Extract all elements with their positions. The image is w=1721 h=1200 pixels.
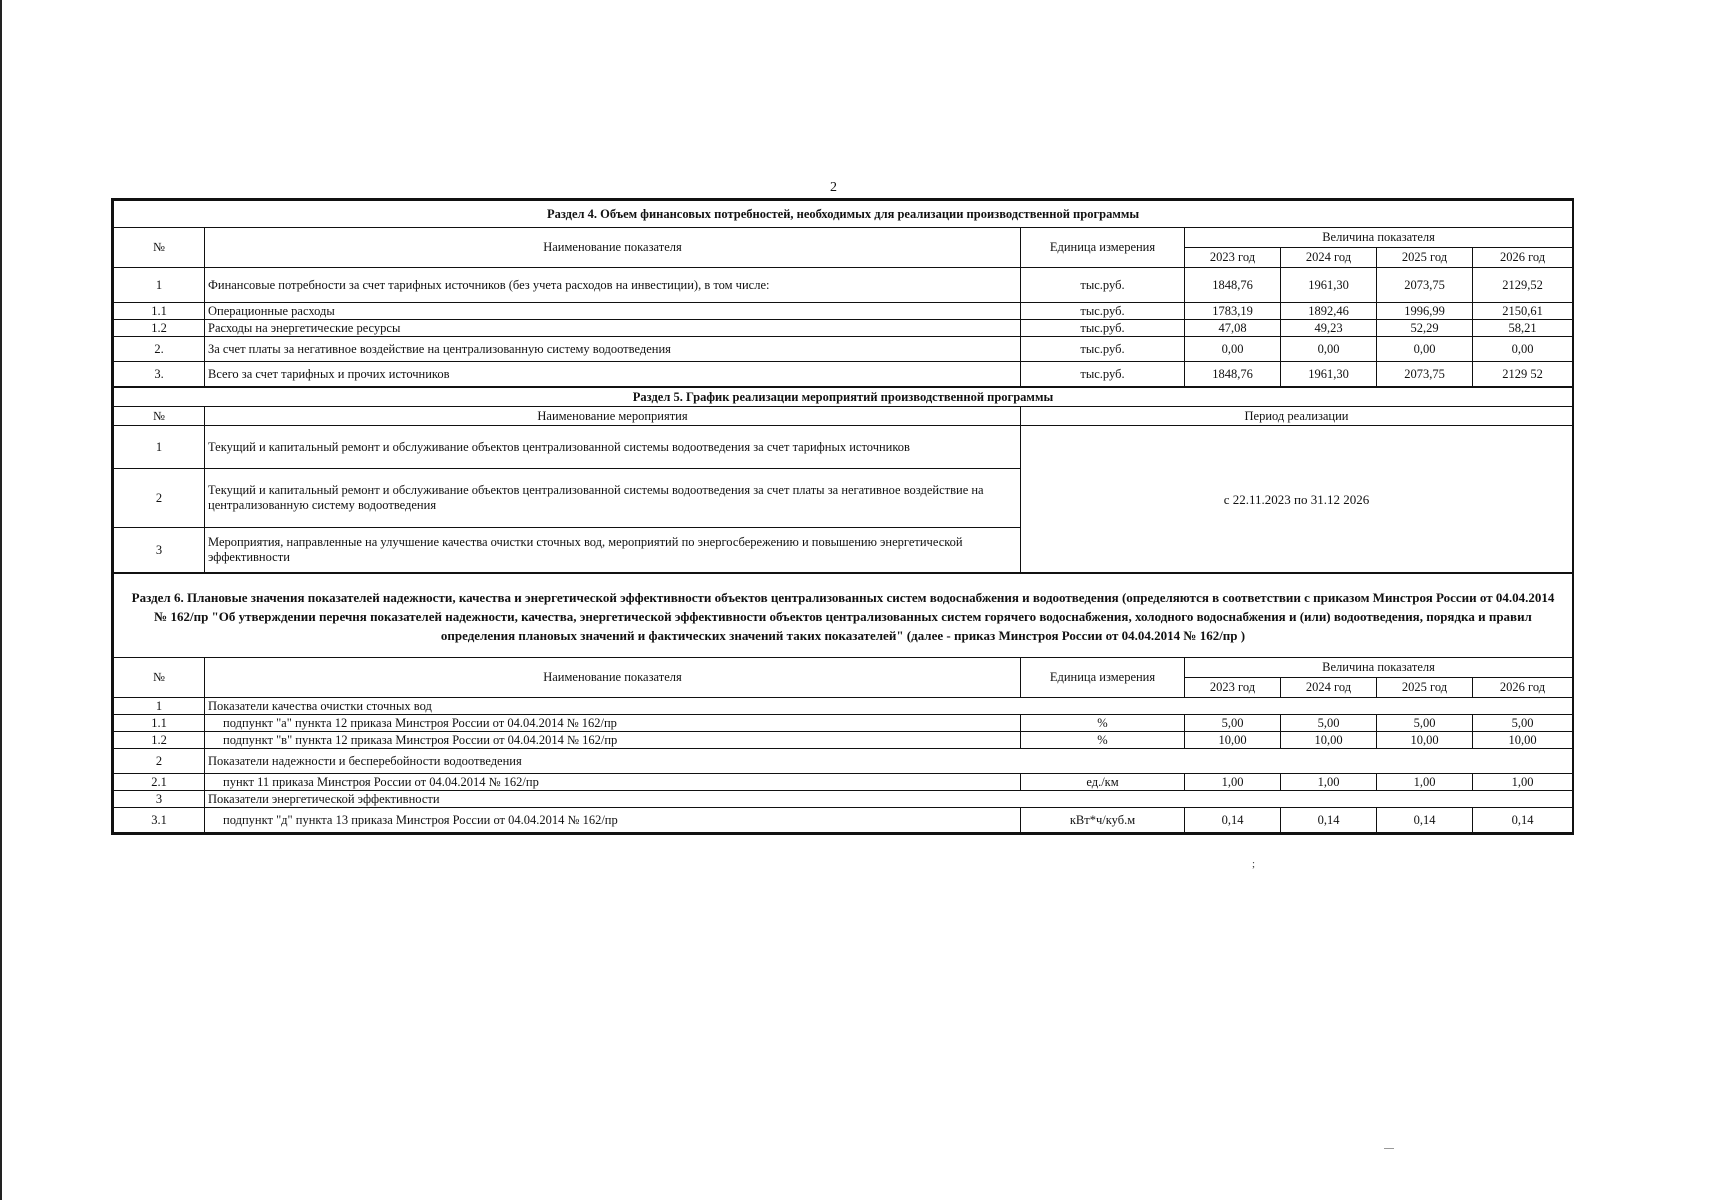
- row-num: 1.1: [114, 715, 205, 732]
- row-name: Всего за счет тарифных и прочих источников: [205, 362, 1021, 387]
- row-value: 0,00: [1281, 337, 1377, 362]
- row-name: Расходы на энергетические ресурсы: [205, 320, 1021, 337]
- col-num-header: №: [114, 407, 205, 426]
- col-num-header: №: [114, 658, 205, 698]
- year-header: 2023 год: [1185, 678, 1281, 698]
- section6-table: [113, 573, 1573, 833]
- table-row: [114, 774, 1573, 791]
- row-value: 58,21: [1473, 320, 1573, 337]
- row-value: 0,00: [1185, 337, 1281, 362]
- col-value-header: Величина показателя: [1185, 658, 1573, 678]
- row-value: 0,14: [1185, 808, 1281, 833]
- table-row: [114, 303, 1573, 320]
- row-num: 1: [114, 268, 205, 303]
- row-value: 10,00: [1281, 732, 1377, 749]
- col-name-header: Наименование мероприятия: [205, 407, 1021, 426]
- row-unit: тыс.руб.: [1021, 362, 1185, 387]
- row-value: 0,00: [1473, 337, 1573, 362]
- row-num: 2.: [114, 337, 205, 362]
- row-value: 2129 52: [1473, 362, 1573, 387]
- row-value: 2129,52: [1473, 268, 1573, 303]
- document-sheet: [111, 198, 1574, 835]
- section4-table: [113, 200, 1573, 387]
- row-name: подпункт "в" пункта 12 приказа Минстроя России от 04.04.2014 № 162/пр: [205, 732, 1021, 749]
- row-name: подпункт "д" пункта 13 приказа Минстроя России от 04.04.2014 № 162/пр: [205, 808, 1021, 833]
- row-value: 5,00: [1473, 715, 1573, 732]
- row-value: 1996,99: [1377, 303, 1473, 320]
- row-num: 1.2: [114, 320, 205, 337]
- row-value: 0,14: [1377, 808, 1473, 833]
- row-value: 5,00: [1377, 715, 1473, 732]
- row-name: Текущий и капитальный ремонт и обслуживание объектов централизованной системы водоотведения за счет тарифных источников: [205, 426, 1021, 469]
- row-unit: тыс.руб.: [1021, 337, 1185, 362]
- row-num: 2.1: [114, 774, 205, 791]
- row-value: 0,00: [1377, 337, 1473, 362]
- row-num: 1: [114, 426, 205, 469]
- scan-edge: [0, 0, 2, 1200]
- row-value: 1848,76: [1185, 362, 1281, 387]
- table-row: [114, 320, 1573, 337]
- scan-speck: ;: [1252, 858, 1256, 870]
- row-unit: тыс.руб.: [1021, 268, 1185, 303]
- section5-title: Раздел 5. График реализации мероприятий производственной программы: [114, 388, 1573, 407]
- row-name: За счет платы за негативное воздействие на централизованную систему водоотведения: [205, 337, 1021, 362]
- col-unit-header: Единица измерения: [1021, 228, 1185, 268]
- row-value: 1,00: [1185, 774, 1281, 791]
- row-num: 2: [114, 469, 205, 528]
- row-name: Операционные расходы: [205, 303, 1021, 320]
- row-value: 10,00: [1377, 732, 1473, 749]
- period-value: с 22.11.2023 по 31.12 2026: [1021, 426, 1573, 573]
- row-num: 2: [114, 749, 205, 774]
- row-value: 5,00: [1185, 715, 1281, 732]
- row-unit: тыс.руб.: [1021, 320, 1185, 337]
- year-header: 2024 год: [1281, 678, 1377, 698]
- col-value-header: Величина показателя: [1185, 228, 1573, 248]
- row-value: 1,00: [1473, 774, 1573, 791]
- group-name: Показатели надежности и бесперебойности водоотведения: [205, 749, 1573, 774]
- row-value: 1,00: [1377, 774, 1473, 791]
- row-unit: %: [1021, 732, 1185, 749]
- year-header: 2025 год: [1377, 678, 1473, 698]
- row-value: 1961,30: [1281, 362, 1377, 387]
- year-header: 2026 год: [1473, 678, 1573, 698]
- row-value: 1892,46: [1281, 303, 1377, 320]
- row-value: 2073,75: [1377, 362, 1473, 387]
- year-header: 2023 год: [1185, 248, 1281, 268]
- row-name: Текущий и капитальный ремонт и обслуживание объектов централизованной системы водоотведения за счет платы за негативное воздействие на централизованную систему водоотведения: [205, 469, 1021, 528]
- row-name: пункт 11 приказа Минстроя России от 04.04.2014 № 162/пр: [205, 774, 1021, 791]
- table-row: [114, 808, 1573, 833]
- year-header: 2024 год: [1281, 248, 1377, 268]
- row-value: 0,14: [1281, 808, 1377, 833]
- col-name-header: Наименование показателя: [205, 228, 1021, 268]
- row-value: 1,00: [1281, 774, 1377, 791]
- col-num-header: №: [114, 228, 205, 268]
- group-name: Показатели энергетической эффективности: [205, 791, 1573, 808]
- row-num: 1.2: [114, 732, 205, 749]
- table-row: [114, 426, 1573, 469]
- section6-title: Раздел 6. Плановые значения показателей надежности, качества и энергетической эффективности объектов централизованных систем водоснабжения и водоотведения (определяются в соответствии с приказом Минстроя России от 04.04.2014 № 162/пр "Об утверждении перечня показателей надежности, качества, энергетической эффективности объектов централизованных систем горячего водоснабжения, холодного водоснабжения и (или) водоотведения, порядка и правил определения плановых значений и фактических значений таких показателей" (далее - приказ Минстроя России от 04.04.2014 № 162/пр ): [114, 574, 1573, 658]
- row-value: 52,29: [1377, 320, 1473, 337]
- row-value: 1848,76: [1185, 268, 1281, 303]
- row-value: 10,00: [1473, 732, 1573, 749]
- col-name-header: Наименование показателя: [205, 658, 1021, 698]
- group-row: [114, 791, 1573, 808]
- row-unit: %: [1021, 715, 1185, 732]
- row-name: Мероприятия, направленные на улучшение качества очистки сточных вод, мероприятий по энергосбережению и повышению энергетической эффективности: [205, 528, 1021, 573]
- row-value: 1961,30: [1281, 268, 1377, 303]
- row-num: 3: [114, 791, 205, 808]
- section5-table: [113, 387, 1573, 573]
- table-row: [114, 268, 1573, 303]
- group-row: [114, 749, 1573, 774]
- table-row: [114, 715, 1573, 732]
- row-unit: тыс.руб.: [1021, 303, 1185, 320]
- group-row: [114, 698, 1573, 715]
- group-name: Показатели качества очистки сточных вод: [205, 698, 1573, 715]
- col-period-header: Период реализации: [1021, 407, 1573, 426]
- table-row: [114, 362, 1573, 387]
- scan-speck: [1384, 1148, 1394, 1149]
- row-unit: ед./км: [1021, 774, 1185, 791]
- row-num: 1.1: [114, 303, 205, 320]
- row-value: 49,23: [1281, 320, 1377, 337]
- row-name: Финансовые потребности за счет тарифных источников (без учета расходов на инвестиции), в том числе:: [205, 268, 1021, 303]
- row-value: 47,08: [1185, 320, 1281, 337]
- row-value: 5,00: [1281, 715, 1377, 732]
- row-value: 0,14: [1473, 808, 1573, 833]
- page-number: 2: [830, 180, 837, 195]
- table-row: [114, 337, 1573, 362]
- year-header: 2026 год: [1473, 248, 1573, 268]
- col-unit-header: Единица измерения: [1021, 658, 1185, 698]
- table-row: [114, 732, 1573, 749]
- row-value: 2150,61: [1473, 303, 1573, 320]
- row-value: 10,00: [1185, 732, 1281, 749]
- row-num: 3.: [114, 362, 205, 387]
- row-num: 3: [114, 528, 205, 573]
- row-value: 2073,75: [1377, 268, 1473, 303]
- row-name: подпункт "а" пункта 12 приказа Минстроя России от 04.04.2014 № 162/пр: [205, 715, 1021, 732]
- section4-title: Раздел 4. Объем финансовых потребностей, необходимых для реализации производственной программы: [114, 201, 1573, 228]
- row-num: 3.1: [114, 808, 205, 833]
- year-header: 2025 год: [1377, 248, 1473, 268]
- row-value: 1783,19: [1185, 303, 1281, 320]
- row-unit: кВт*ч/куб.м: [1021, 808, 1185, 833]
- row-num: 1: [114, 698, 205, 715]
